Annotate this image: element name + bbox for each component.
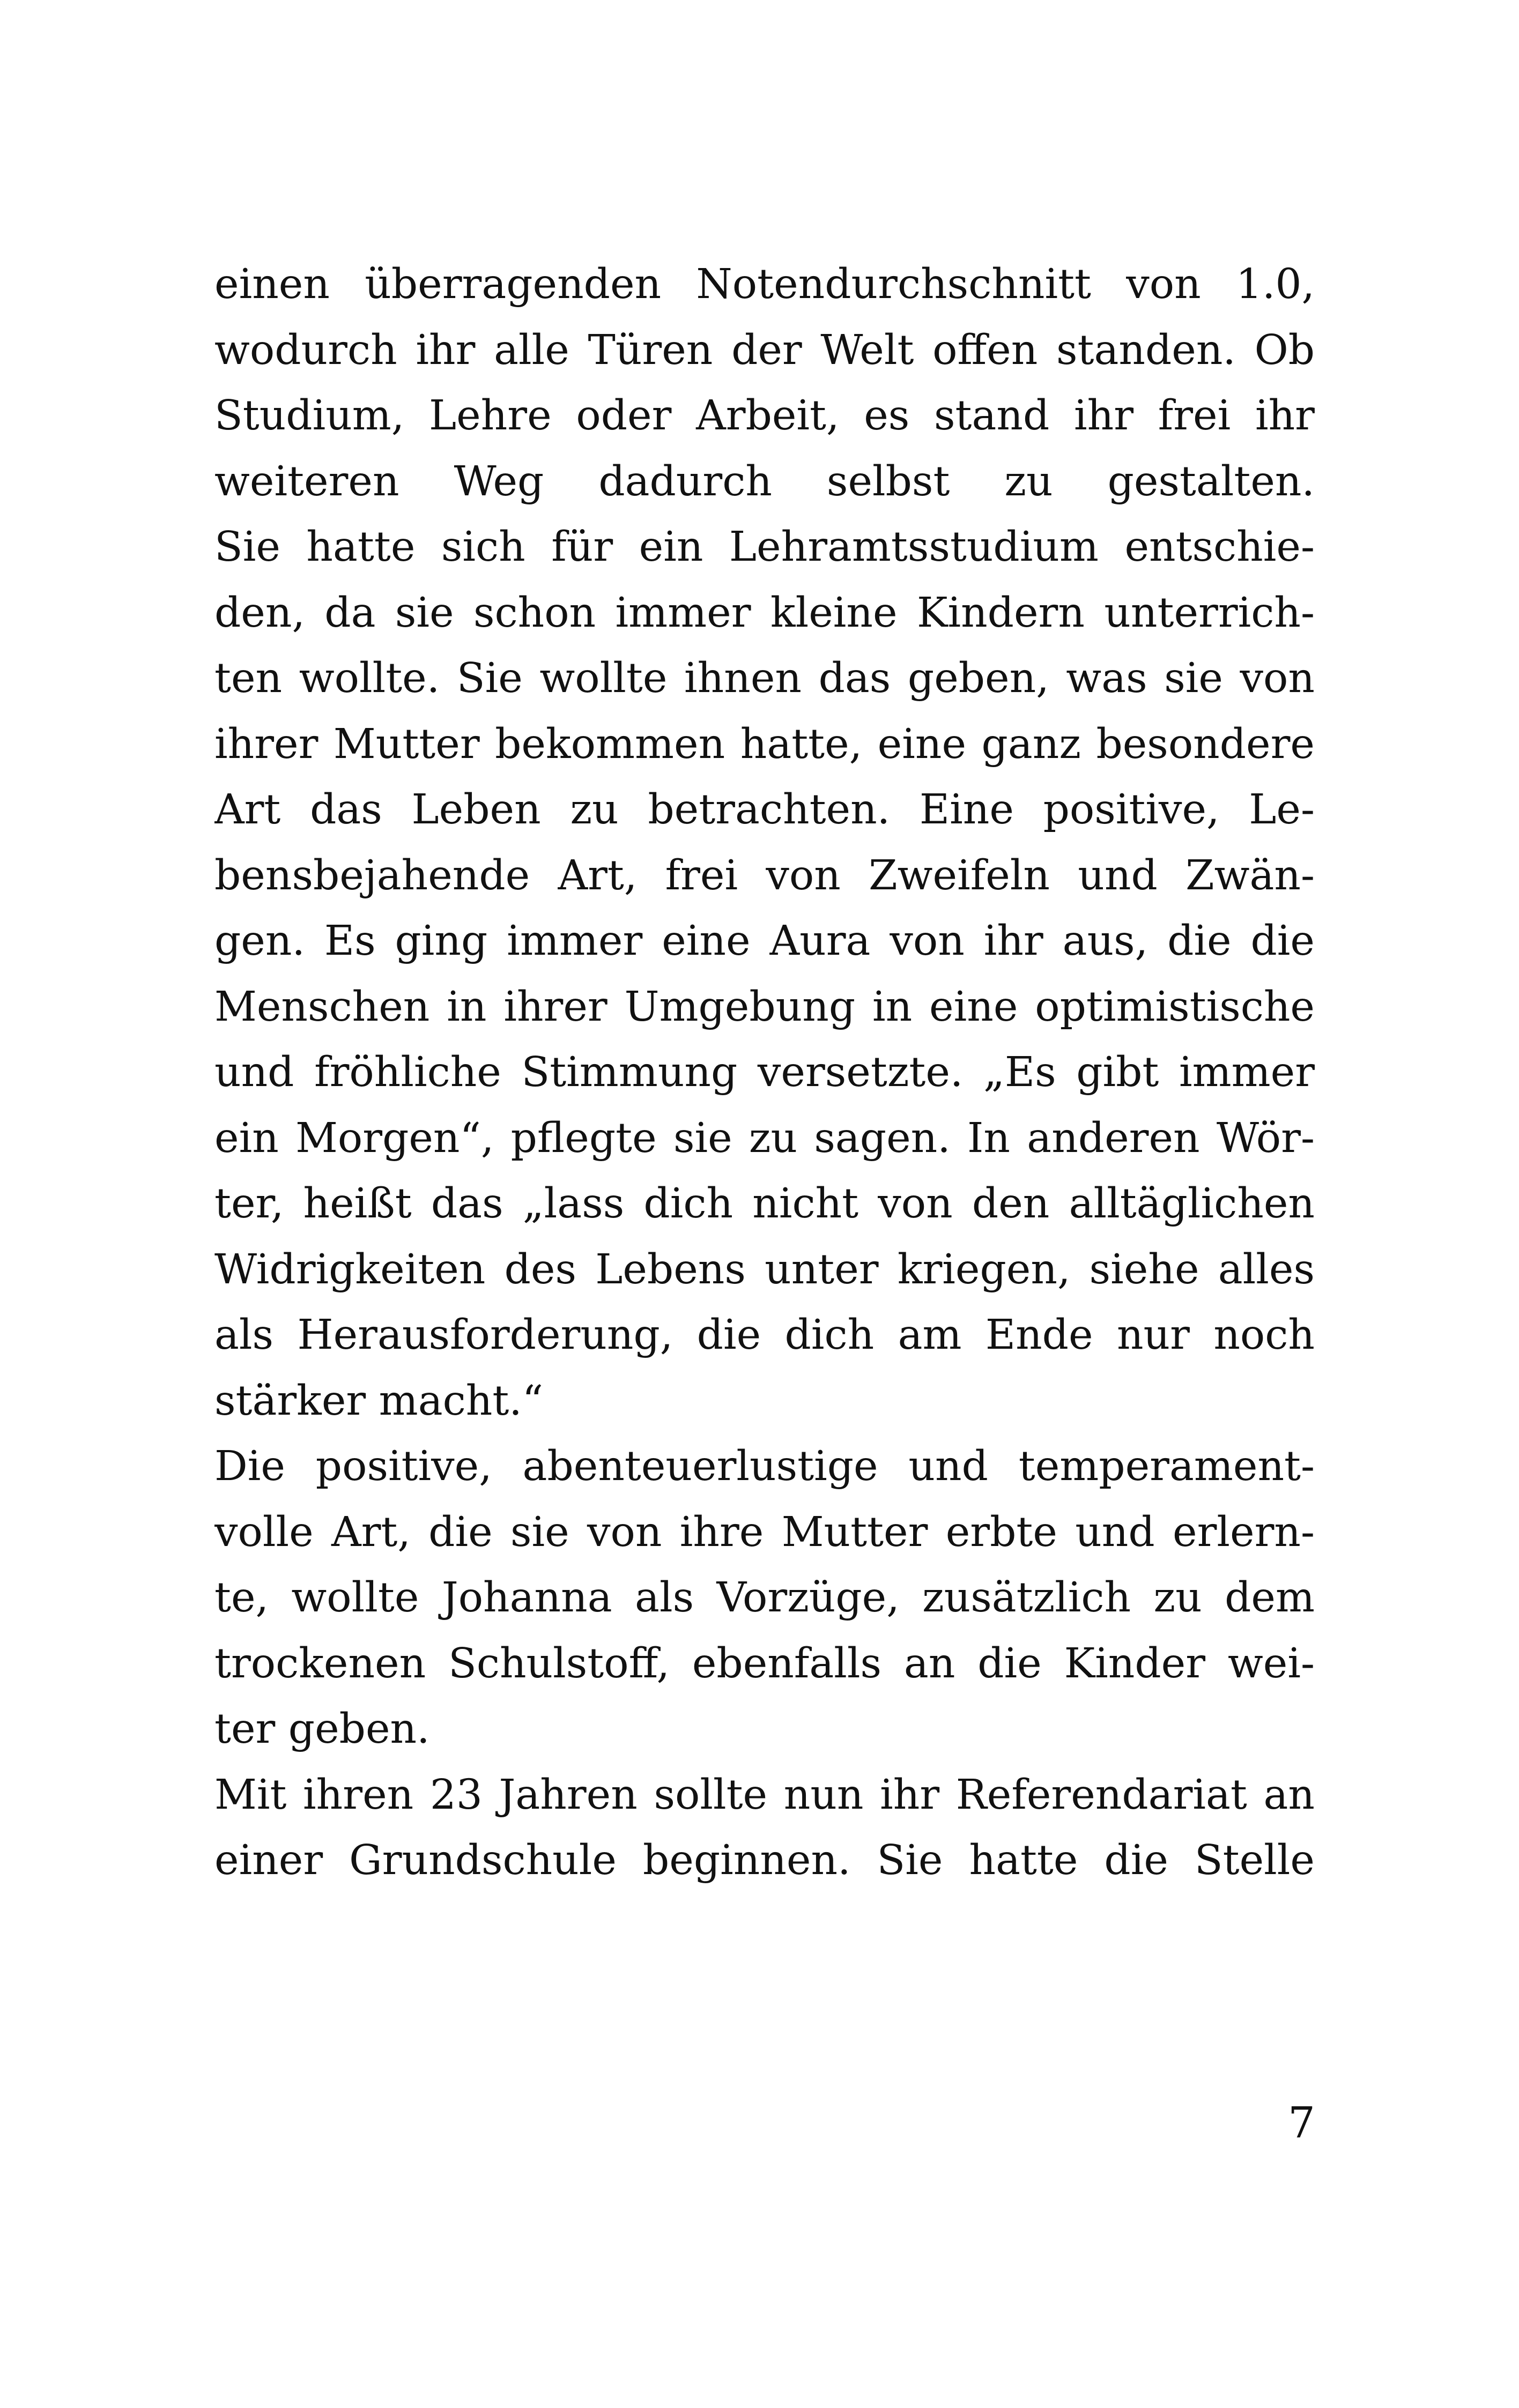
text-line: gen. Es ging immer eine Aura von ihr aus, die die xyxy=(214,917,1315,965)
text-line: Studium, Lehre oder Arbeit, es stand ihr frei ihr xyxy=(214,392,1315,440)
text-line: ihrer Mutter bekommen hatte, eine ganz besondere xyxy=(214,720,1315,768)
text-line: ten wollte. Sie wollte ihnen das geben, was sie von xyxy=(214,655,1315,702)
body-text xyxy=(214,252,1315,1894)
page-number: 7 xyxy=(1288,2098,1315,2147)
text-line: Widrigkeiten des Lebens unter kriegen, siehe alles xyxy=(214,1245,1315,1294)
text-line: volle Art, die sie von ihre Mutter erbte und erlern- xyxy=(214,1508,1315,1556)
text-line: ein Morgen“, pflegte sie zu sagen. In anderen Wör- xyxy=(214,1114,1315,1162)
text-line: einer Grundschule beginnen. Sie hatte die Stelle xyxy=(214,1837,1315,1884)
text-line: und fröhliche Stimmung versetzte. „Es gibt immer xyxy=(214,1049,1315,1096)
text-line: Art das Leben zu betrachten. Eine positive, Le- xyxy=(214,786,1315,834)
text-line: ter geben. xyxy=(214,1705,430,1753)
text-line: te, wollte Johanna als Vorzüge, zusätzlich zu dem xyxy=(214,1574,1315,1622)
text-line: als Herausforderung, die dich am Ende nur noch xyxy=(214,1311,1315,1359)
text-line: den, da sie schon immer kleine Kindern unterrich- xyxy=(214,589,1315,637)
text-line: bensbejahende Art, frei von Zweifeln und Zwän- xyxy=(214,851,1315,900)
text-line: trockenen Schulstoff, ebenfalls an die Kinder wei- xyxy=(214,1639,1315,1688)
text-line: Die positive, abenteuerlustige und temperament- xyxy=(214,1443,1315,1490)
text-line: ter, heißt das „lass dich nicht von den alltäglichen xyxy=(214,1180,1315,1228)
text-line: weiteren Weg dadurch selbst zu gestalten. xyxy=(214,457,1315,506)
text-line: Mit ihren 23 Jahren sollte nun ihr Referendariat an xyxy=(214,1771,1315,1819)
text-line: Sie hatte sich für ein Lehramtsstudium entschie- xyxy=(214,523,1315,571)
text-line: Menschen in ihrer Umgebung in eine optimistische xyxy=(214,983,1315,1031)
text-line: einen überragenden Notendurchschnitt von 1.0, xyxy=(214,261,1315,308)
text-line: stärker macht.“ xyxy=(214,1377,544,1425)
text-line: wodurch ihr alle Türen der Welt offen standen. Ob xyxy=(214,326,1315,374)
